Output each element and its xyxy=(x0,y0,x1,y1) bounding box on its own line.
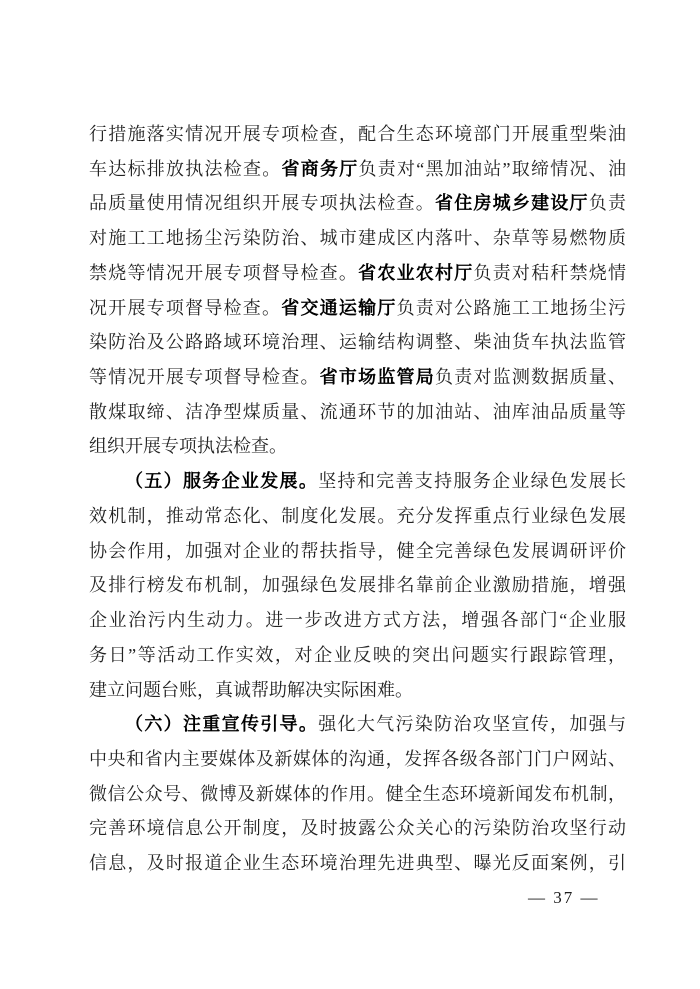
text-line-5 xyxy=(89,256,626,291)
text-segment: 禁烧等情况开展专项督导检查。 xyxy=(89,262,359,283)
text-line-1 xyxy=(89,117,626,152)
text-segment: 对施工工地扬尘污染防治、城市建成区内落叶、杂草等易燃物质 xyxy=(89,228,626,249)
text-segment: 负责对公路施工工地扬尘污 xyxy=(396,297,626,318)
department-name: 省市场监管局 xyxy=(319,367,436,388)
text-segment: 微信公众号、微博及新媒体的作用。健全生态环境新闻发布机制， xyxy=(89,783,626,804)
text-segment: 品质量使用情况组织开展专项执法检查。 xyxy=(89,193,435,214)
section-heading: （五）服务企业发展。 xyxy=(125,471,319,492)
text-segment: 行措施落实情况开展专项检查，配合生态环境部门开展重型柴油 xyxy=(89,124,626,144)
text-line-13 xyxy=(89,534,626,569)
text-segment: 等情况开展专项督导检查。 xyxy=(89,367,320,388)
department-name: 省商务厅 xyxy=(281,158,359,179)
text-line-21 xyxy=(89,811,626,846)
text-segment: 务日”等活动工作实效，对企业反映的突出问题实行跟踪管理， xyxy=(89,644,626,665)
text-segment: 完善环境信息公开制度，及时披露公众关心的污染防治攻坚行动 xyxy=(89,818,626,839)
text-segment: 中央和省内主要媒体及新媒体的沟通，发挥各级各部门门户网站、 xyxy=(89,748,626,769)
text-segment: 车达标排放执法检查。 xyxy=(89,158,282,179)
text-segment: 况开展专项督导检查。 xyxy=(89,297,282,318)
text-segment: 负责 xyxy=(588,193,626,214)
text-line-9 xyxy=(89,395,626,430)
text-line-2 xyxy=(89,152,626,187)
text-line-7 xyxy=(89,325,626,360)
text-segment: 染防治及公路路域环境治理、运输结构调整、柴油货车执法监管 xyxy=(89,332,626,353)
text-line-12 xyxy=(89,499,626,534)
department-name: 省农业农村厅 xyxy=(358,262,474,283)
text-segment: 协会作用，加强对企业的帮扶指导，健全完善绿色发展调研评价 xyxy=(89,540,626,561)
text-segment: 建立问题台账，真诚帮助解决实际困难。 xyxy=(89,679,413,700)
text-line-20 xyxy=(89,777,626,812)
text-segment: 效机制，推动常态化、制度化发展。充分发挥重点行业绿色发展 xyxy=(89,505,626,526)
text-segment: 企业治污内生动力。进一步改进方式方法，增强各部门“企业服 xyxy=(89,610,626,631)
text-segment: 组织开展专项执法检查。 xyxy=(89,436,287,457)
text-segment: 负责对监测数据质量、 xyxy=(435,367,626,388)
text-line-16 xyxy=(89,638,626,673)
text-segment: 信息，及时报道企业生态环境治理先进典型、曝光反面案例，引 xyxy=(89,853,626,874)
department-name: 省交通运输厅 xyxy=(281,297,397,318)
text-line-14 xyxy=(89,568,626,603)
text-line-22 xyxy=(89,846,626,881)
document-body xyxy=(89,117,626,881)
text-line-3 xyxy=(89,186,626,221)
text-segment: 及排行榜发布机制，加强绿色发展排名靠前企业激励措施，增强 xyxy=(89,575,626,596)
text-line-4 xyxy=(89,221,626,256)
text-line-10 xyxy=(89,429,626,464)
text-line-18 xyxy=(89,707,626,742)
text-line-8 xyxy=(89,360,626,395)
text-line-15 xyxy=(89,603,626,638)
department-name: 省住房城乡建设厅 xyxy=(435,193,589,214)
text-segment: 负责对“黑加油站”取缔情况、油 xyxy=(358,158,626,179)
text-segment: 负责对秸秆禁烧情 xyxy=(473,262,626,283)
page-number: — 37 — xyxy=(528,888,600,907)
text-segment: 强化大气污染防治攻坚宣传，加强与 xyxy=(318,714,626,735)
section-heading: （六）注重宣传引导。 xyxy=(125,714,319,735)
text-segment: 坚持和完善支持服务企业绿色发展长 xyxy=(318,471,626,492)
text-line-6 xyxy=(89,291,626,326)
text-line-11 xyxy=(89,464,626,499)
text-segment: 散煤取缔、洁净型煤质量、流通环节的加油站、油库油品质量等 xyxy=(89,401,626,422)
text-line-19 xyxy=(89,742,626,777)
text-line-17 xyxy=(89,673,626,708)
